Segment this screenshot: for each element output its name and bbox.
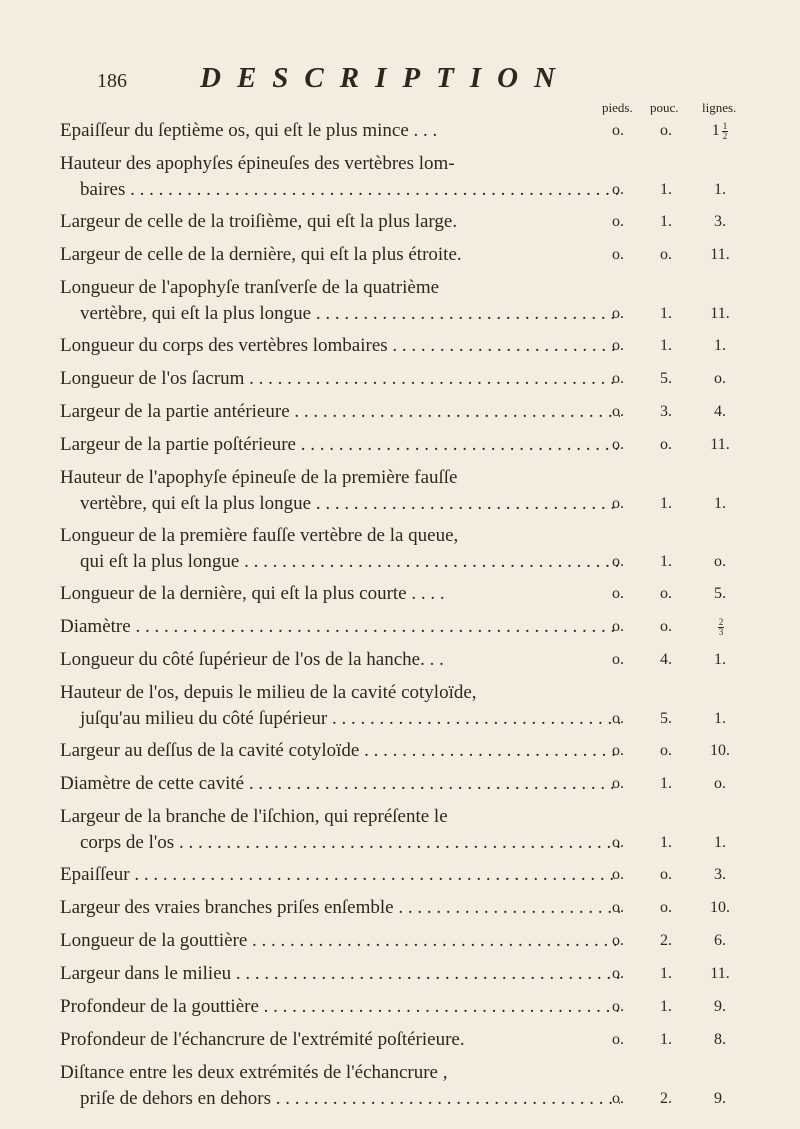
fraction-denominator: 3 [718, 626, 724, 637]
value-pieds: o. [612, 403, 624, 420]
value-lignes-number: 1. [714, 651, 726, 668]
measurement-label-line: Epaiſſeur du ſeptième os, qui eſt le plus mince . . . [60, 120, 438, 141]
fraction-numerator: 1 [722, 120, 728, 131]
measurement-label-line: Hauteur de l'apophyſe épineuſe de la première fauſſe [60, 467, 458, 488]
measurement-label [60, 738, 620, 764]
value-pouces: 1. [660, 213, 672, 230]
value-lignes-number: 1 [711, 122, 720, 139]
value-pieds: o. [612, 965, 624, 982]
measurement-label-line: vertèbre, qui eſt la plus longue [80, 303, 312, 324]
measurement-label [60, 1027, 620, 1053]
value-pieds: o. [612, 122, 624, 139]
dot-leader [359, 740, 620, 761]
value-fraction [718, 618, 725, 637]
measurement-label [60, 680, 620, 732]
measurement-label-line: Largeur de celle de la dernière, qui eſt la plus étroite. [60, 244, 462, 265]
value-lignes-number: 3. [714, 866, 726, 883]
measurement-label [60, 1060, 620, 1112]
value-pieds: o. [612, 495, 624, 512]
measurement-label [60, 465, 620, 517]
value-lignes [700, 647, 740, 673]
measurement-label-line: Longueur du corps des vertèbres lombaires [60, 335, 388, 356]
measurement-label-line: Diamètre de cette cavité [60, 773, 245, 794]
value-pieds: o. [612, 585, 624, 602]
dot-leader [311, 493, 620, 514]
dot-leader [244, 773, 620, 794]
value-lignes [700, 830, 740, 856]
value-lignes [700, 862, 740, 888]
value-pieds: o. [612, 866, 624, 883]
value-lignes [700, 614, 740, 640]
value-pieds: o. [612, 775, 624, 792]
measurement-label [60, 994, 620, 1020]
value-pouces: 1. [660, 998, 672, 1015]
measurement-label-line: Longueur de l'apophyſe tranſverſe de la quatrième [60, 277, 440, 298]
value-pouces: o. [660, 122, 672, 139]
value-pieds: o. [612, 899, 624, 916]
value-lignes [700, 1086, 740, 1112]
value-lignes-number: 11. [710, 436, 730, 453]
value-pouces: 1. [660, 181, 672, 198]
measurement-label-line: Largeur de la partie antérieure [60, 401, 290, 422]
value-lignes [700, 366, 740, 392]
column-header-pouces: pouc. [650, 100, 679, 115]
measurement-label [60, 523, 620, 575]
value-lignes-number: 1. [714, 181, 726, 198]
value-pouces: 1. [660, 775, 672, 792]
measurement-label [60, 771, 620, 797]
measurement-label-line: Longueur du côté ſupérieur de l'os de la hanche. . . [60, 649, 444, 670]
value-pieds: o. [612, 553, 624, 570]
value-pieds: o. [612, 710, 624, 727]
measurement-label-line: Largeur au deſſus de la cavité cotyloïde [60, 740, 360, 761]
measurement-label-line: Largeur de la partie poſtérieure [60, 434, 296, 455]
value-pouces: o. [660, 899, 672, 916]
measurement-label [60, 432, 620, 458]
dot-leader [327, 708, 620, 729]
column-headers [0, 100, 800, 120]
value-lignes [700, 771, 740, 797]
measurement-label-line: Profondeur de la gouttière [60, 996, 259, 1017]
page-number: 186 [97, 70, 127, 92]
value-lignes [700, 961, 740, 987]
measurement-label-line: Largeur de celle de la troiſième, qui eſt la plus large. [60, 211, 458, 232]
value-lignes-number: o. [714, 370, 726, 387]
value-lignes-number: 11. [710, 246, 730, 263]
measurement-label-line: Largeur de la branche de l'iſchion, qui repréſente le [60, 806, 448, 827]
dot-leader [231, 963, 620, 984]
value-pieds: o. [612, 305, 624, 322]
measurement-label [60, 895, 620, 921]
value-lignes [700, 333, 740, 359]
dot-leader [239, 551, 620, 572]
measurement-label [60, 275, 620, 327]
measurement-label-line: Largeur des vraies branches priſes enſemble [60, 897, 394, 918]
dot-leader [244, 368, 620, 389]
value-pieds: o. [612, 181, 624, 198]
value-lignes-number: 9. [714, 998, 726, 1015]
value-lignes-number: 6. [714, 932, 726, 949]
value-lignes [700, 1027, 740, 1053]
value-pieds: o. [612, 337, 624, 354]
measurement-label [60, 242, 620, 268]
running-head: DESCRIPTION [200, 62, 571, 94]
measurement-label-line: Longueur de la dernière, qui eſt la plus courte . . . . [60, 583, 445, 604]
dot-leader [394, 897, 620, 918]
value-lignes-number: 5. [714, 585, 726, 602]
value-pieds: o. [612, 1031, 624, 1048]
value-lignes-number: 11. [710, 305, 730, 322]
value-lignes [700, 491, 740, 517]
dot-leader [271, 1088, 620, 1109]
value-pouces: o. [660, 866, 672, 883]
value-pouces: 1. [660, 495, 672, 512]
value-lignes [700, 706, 740, 732]
value-pieds: o. [612, 651, 624, 668]
fraction-denominator: 2 [722, 130, 728, 141]
value-lignes [700, 432, 740, 458]
value-pieds: o. [612, 213, 624, 230]
measurement-label-line: Largeur dans le milieu [60, 963, 232, 984]
column-header-lignes: lignes. [702, 100, 737, 115]
measurement-label-line: Epaiſſeur [60, 864, 130, 885]
measurement-label-line: Profondeur de l'échancrure de l'extrémité poſtérieure. [60, 1029, 465, 1050]
dot-leader [311, 303, 620, 324]
value-lignes-number: 1. [714, 834, 726, 851]
value-pouces: 5. [660, 710, 672, 727]
measurement-label [60, 118, 620, 144]
measurement-label [60, 961, 620, 987]
measurement-label-line: Hauteur de l'os, depuis le milieu de la cavité cotyloïde, [60, 682, 477, 703]
value-lignes-number: 1. [714, 337, 726, 354]
value-lignes [700, 301, 740, 327]
value-lignes-number: 3. [714, 213, 726, 230]
measurement-label [60, 333, 620, 359]
value-pouces: 1. [660, 965, 672, 982]
value-lignes-number: 1. [714, 495, 726, 512]
value-pieds: o. [612, 246, 624, 263]
value-lignes [700, 549, 740, 575]
fraction-numerator: 2 [718, 616, 724, 627]
measurement-label [60, 151, 620, 203]
value-lignes [700, 209, 740, 235]
value-lignes-number: 11. [710, 965, 730, 982]
value-lignes [700, 895, 740, 921]
measurement-label [60, 862, 620, 888]
value-lignes [700, 738, 740, 764]
value-pieds: o. [612, 436, 624, 453]
value-pouces: o. [660, 246, 672, 263]
value-lignes [700, 177, 740, 203]
value-pouces: 1. [660, 305, 672, 322]
value-pouces: 3. [660, 403, 672, 420]
page-header [0, 58, 800, 98]
value-lignes [700, 581, 740, 607]
value-pouces: o. [660, 436, 672, 453]
measurement-label-line: Longueur de la gouttière [60, 930, 248, 951]
measurement-label-line: juſqu'au milieu du côté ſupérieur [80, 708, 328, 729]
value-pouces: o. [660, 585, 672, 602]
value-pouces: 1. [660, 553, 672, 570]
value-pouces: o. [660, 742, 672, 759]
measurement-label-line: Hauteur des apophyſes épineuſes des vertèbres lom- [60, 153, 455, 174]
value-pouces: 1. [660, 1031, 672, 1048]
dot-leader [296, 434, 620, 455]
value-lignes-number: 10. [710, 899, 730, 916]
value-fraction [722, 122, 729, 141]
value-lignes-number: 9. [714, 1090, 726, 1107]
value-pouces: o. [660, 618, 672, 635]
value-pouces: 1. [660, 337, 672, 354]
measurement-label [60, 928, 620, 954]
value-lignes [700, 994, 740, 1020]
measurement-label-line: priſe de dehors en dehors [80, 1088, 271, 1109]
dot-leader [125, 179, 620, 200]
value-lignes [700, 242, 740, 268]
value-pouces: 2. [660, 932, 672, 949]
value-pouces: 2. [660, 1090, 672, 1107]
column-header-pieds: pieds. [602, 100, 633, 115]
measurement-label-line: Diamètre [60, 616, 131, 637]
value-lignes-number: 4. [714, 403, 726, 420]
measurement-label [60, 399, 620, 425]
measurement-label-line: qui eſt la plus longue [80, 551, 240, 572]
measurement-label-line: Longueur de la première fauſſe vertèbre de la queue, [60, 525, 459, 546]
dot-leader [259, 996, 620, 1017]
measurement-label [60, 647, 620, 673]
measurement-label-line: corps de l'os [80, 832, 175, 853]
measurement-label [60, 209, 620, 235]
value-pouces: 4. [660, 651, 672, 668]
value-pieds: o. [612, 932, 624, 949]
value-pouces: 5. [660, 370, 672, 387]
dot-leader [247, 930, 620, 951]
dot-leader [130, 864, 620, 885]
value-pouces: 1. [660, 834, 672, 851]
value-pieds: o. [612, 742, 624, 759]
dot-leader [174, 832, 620, 853]
value-pieds: o. [612, 1090, 624, 1107]
value-lignes [700, 399, 740, 425]
value-lignes-number: o. [714, 553, 726, 570]
measurement-label-line: Diſtance entre les deux extrémités de l'échancrure , [60, 1062, 448, 1083]
value-lignes [700, 928, 740, 954]
measurement-label-line: baires [80, 179, 126, 200]
measurement-label-line: Longueur de l'os ſacrum [60, 368, 245, 389]
measurement-label [60, 581, 620, 607]
value-lignes-number: 1. [714, 710, 726, 727]
measurement-label [60, 366, 620, 392]
value-lignes-number: o. [714, 775, 726, 792]
value-pieds: o. [612, 618, 624, 635]
measurement-label [60, 614, 620, 640]
dot-leader [388, 335, 620, 356]
dot-leader [290, 401, 620, 422]
value-pieds: o. [612, 834, 624, 851]
dot-leader [131, 616, 620, 637]
value-lignes-number: 8. [714, 1031, 726, 1048]
value-lignes-number: 10. [710, 742, 730, 759]
value-pieds: o. [612, 998, 624, 1015]
measurement-label [60, 804, 620, 856]
value-pieds: o. [612, 370, 624, 387]
measurement-label-line: vertèbre, qui eſt la plus longue [80, 493, 312, 514]
value-lignes [700, 118, 740, 144]
